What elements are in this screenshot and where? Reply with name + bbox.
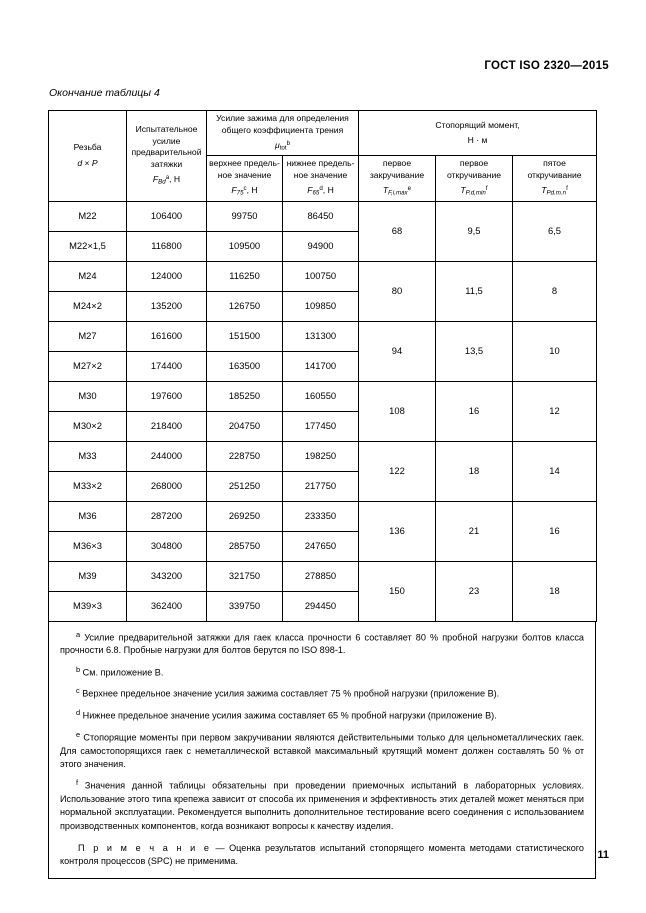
footnote-marker: a: [76, 629, 81, 639]
cell-preload-force: 218400: [127, 411, 207, 441]
cell-clamp-upper: 204750: [207, 411, 283, 441]
cell-preload-force: 362400: [127, 591, 207, 621]
cell-fifth-loosening: 10: [513, 321, 597, 381]
footnote-text: Верхнее предельное значение усилия зажима составляет 75 % пробной нагрузки (приложение В).: [79, 689, 500, 700]
table-remark: [60, 842, 584, 868]
preload-symbol-f: F: [152, 174, 159, 185]
table-row: [49, 381, 597, 411]
column-header-clamp-upper: [207, 156, 283, 201]
preload-symbol-sub: Bd: [158, 179, 166, 187]
cell-preload-force: 135200: [127, 291, 207, 321]
cell-thread: M36: [49, 501, 127, 531]
cell-clamp-upper: 251250: [207, 471, 283, 501]
footnote-marker: e: [76, 730, 81, 740]
cell-preload-force: 174400: [127, 351, 207, 381]
cell-first-loosening: 23: [436, 561, 513, 621]
cell-clamp-lower: 278850: [283, 561, 359, 591]
thread-symbol-d: d: [77, 157, 83, 168]
table-row: [49, 321, 597, 351]
clamp-group-line1: Усилие зажима для определения: [216, 113, 349, 123]
clamp-upper-unit: , Н: [246, 185, 258, 196]
clamp-group-symbol: [209, 140, 356, 153]
clamp-lower-symbol-f: F: [307, 185, 313, 196]
cell-thread: M36×3: [49, 531, 127, 561]
table-row: [49, 561, 597, 591]
first-tighten-symbol-t: T: [382, 185, 389, 196]
cell-clamp-upper: 116250: [207, 261, 283, 291]
cell-clamp-lower: 160550: [283, 381, 359, 411]
preload-line1: Испытательное: [135, 124, 198, 135]
cell-thread: M22×1,5: [49, 231, 127, 261]
cell-first-loosening: 18: [436, 441, 513, 501]
table-body: [49, 201, 597, 621]
cell-clamp-lower: 217750: [283, 471, 359, 501]
table-container: [48, 110, 596, 879]
first-loosen-line2: откручивание: [446, 169, 502, 180]
column-header-first-tightening: [359, 156, 436, 201]
footnote-list: [60, 630, 584, 833]
cell-thread: M27×2: [49, 351, 127, 381]
remark-dash: —: [211, 842, 230, 853]
column-header-locking-torque-group: [359, 111, 597, 156]
table-row: [49, 201, 597, 231]
column-header-first-loosening: [436, 156, 513, 201]
cell-first-loosening: 13,5: [436, 321, 513, 381]
table-row: [49, 441, 597, 471]
fifth-loosen-symbol: [515, 185, 594, 198]
table-row: [49, 261, 597, 291]
cell-clamp-lower: 100750: [283, 261, 359, 291]
preload-symbol: [129, 174, 204, 187]
clamp-upper-footnote-mark: c: [243, 185, 247, 193]
thread-symbol-p: P: [91, 157, 98, 168]
footnote-b: [60, 665, 584, 680]
mu-symbol-sub: tot: [279, 144, 287, 152]
column-header-fifth-loosening: [513, 156, 597, 201]
cell-preload-force: 304800: [127, 531, 207, 561]
footnote-c: [60, 686, 584, 701]
cell-fifth-loosening: 6,5: [513, 201, 597, 261]
clamp-upper-line1: верхнее предель-: [209, 158, 280, 169]
torque-group-unit: Н · м: [467, 135, 488, 146]
cell-clamp-upper: 109500: [207, 231, 283, 261]
first-tighten-line2: закручивание: [369, 169, 425, 180]
footnote-d: [60, 708, 584, 723]
footnote-marker: d: [76, 708, 81, 718]
column-header-preload-force: [127, 111, 207, 202]
cell-thread: M30×2: [49, 411, 127, 441]
preload-line2: усилие: [152, 135, 181, 146]
mu-footnote-mark: b: [286, 140, 291, 148]
preload-line4: затяжки: [150, 158, 183, 169]
table-caption: Окончание таблицы 4: [49, 87, 160, 99]
cell-thread: M39×3: [49, 591, 127, 621]
first-loosen-symbol: [438, 185, 510, 198]
footnote-text: Значения данной таблицы обязательны при проведении приемочных испытаний в лабораторных условиях. Использование этого типа крепежа зависит от способа их применения и эффективность этих деталей может меняться при нормальной эксплуатации. Рекомендуется выполнить дополнительное тестирование всего соединения с использованием производственных компонентов, когда возникают вопросы к качеству изделия.: [60, 781, 584, 831]
footnote-f: [60, 778, 584, 832]
cell-thread: M33: [49, 441, 127, 471]
clamp-upper-symbol-sub: 75: [236, 190, 244, 198]
footnote-a: [60, 630, 584, 658]
cell-clamp-upper: 151500: [207, 321, 283, 351]
cell-clamp-lower: 198250: [283, 441, 359, 471]
cell-clamp-upper: 269250: [207, 501, 283, 531]
mu-symbol: μ: [274, 140, 280, 151]
clamp-lower-line2: ное значение: [293, 169, 348, 180]
cell-clamp-lower: 86450: [283, 201, 359, 231]
cell-clamp-lower: 94900: [283, 231, 359, 261]
thread-symbol-times: ×: [82, 157, 92, 168]
torque-group-line1: Стопорящий момент,: [435, 119, 520, 130]
cell-thread: M27: [49, 321, 127, 351]
first-tighten-symbol: [361, 185, 433, 198]
first-tighten-symbol-sub: F,i,max: [388, 190, 408, 198]
page-number: 11: [597, 849, 609, 861]
cell-first-tightening: 80: [359, 261, 436, 321]
table-row: [49, 501, 597, 531]
cell-preload-force: 161600: [127, 321, 207, 351]
cell-first-loosening: 16: [436, 381, 513, 441]
footnote-marker: c: [76, 686, 80, 696]
cell-first-loosening: 21: [436, 501, 513, 561]
preload-footnote-mark: a: [165, 174, 170, 182]
thread-symbol: [51, 158, 124, 170]
cell-clamp-upper: 339750: [207, 591, 283, 621]
first-loosen-footnote-mark: f: [485, 185, 488, 193]
clamp-upper-symbol-f: F: [231, 185, 237, 196]
cell-clamp-lower: 177450: [283, 411, 359, 441]
cell-first-tightening: 122: [359, 441, 436, 501]
fifth-loosen-symbol-t: T: [541, 185, 547, 196]
clamp-group-line2: общего коэффициента трения: [221, 124, 344, 135]
cell-thread: M30: [49, 381, 127, 411]
cell-preload-force: 343200: [127, 561, 207, 591]
footnote-marker: f: [76, 778, 79, 788]
cell-clamp-upper: 228750: [207, 441, 283, 471]
footnote-text: Усилие предварительной затяжки для гаек класса прочности 6 составляет 80 % пробной нагрузки болтов класса прочности 6.8. Пробные нагрузки для болтов берутся по ISO 898-1.: [60, 632, 584, 656]
cell-clamp-upper: 99750: [207, 201, 283, 231]
cell-clamp-upper: 285750: [207, 531, 283, 561]
cell-first-loosening: 11,5: [436, 261, 513, 321]
column-header-thread: [49, 111, 127, 202]
cell-clamp-lower: 233350: [283, 501, 359, 531]
cell-first-tightening: 68: [359, 201, 436, 261]
clamp-lower-footnote-mark: d: [319, 185, 323, 193]
cell-thread: M33×2: [49, 471, 127, 501]
fifth-loosen-footnote-mark: f: [566, 185, 568, 193]
cell-clamp-upper: 163500: [207, 351, 283, 381]
cell-thread: M24: [49, 261, 127, 291]
clamp-upper-symbol: [209, 185, 280, 198]
cell-preload-force: 197600: [127, 381, 207, 411]
cell-clamp-upper: 321750: [207, 561, 283, 591]
cell-first-tightening: 94: [359, 321, 436, 381]
cell-thread: M39: [49, 561, 127, 591]
cell-preload-force: 268000: [127, 471, 207, 501]
footnote-text: Стопорящие моменты при первом закручивании являются действительными только для цельнометаллических гаек. Для самостопорящихся гаек с неметаллической вставкой максимальный крутящий момент должен составлять 50 % от этого значения.: [60, 732, 584, 770]
fifth-loosen-line1: пятое: [543, 158, 566, 169]
table-footnotes: [48, 622, 596, 880]
footnote-e: [60, 730, 584, 771]
remark-label: П р и м е ч а н и е: [78, 842, 212, 853]
first-tighten-line1: первое: [382, 158, 412, 169]
clamp-lower-symbol: [285, 185, 356, 198]
first-loosen-symbol-t: T: [460, 185, 466, 196]
clamp-lower-line1: нижнее предель-: [286, 158, 355, 169]
table-header: [49, 111, 597, 202]
running-header-standard-number: ГОСТ ISO 2320—2015: [484, 60, 609, 72]
cell-clamp-lower: 294450: [283, 591, 359, 621]
first-tighten-footnote-mark: e: [407, 185, 412, 193]
cell-preload-force: 116800: [127, 231, 207, 261]
footnote-marker: b: [76, 664, 81, 674]
remark-text: Оценка результатов испытаний стопорящего момента методами статистического контроля процессов (SPC) не применима.: [60, 842, 584, 866]
cell-thread: M22: [49, 201, 127, 231]
cell-clamp-lower: 131300: [283, 321, 359, 351]
first-loosen-symbol-sub: P.d,min: [465, 190, 486, 198]
preload-unit: , Н: [169, 174, 181, 185]
cell-preload-force: 287200: [127, 501, 207, 531]
column-header-clamp-lower: [283, 156, 359, 201]
cell-fifth-loosening: 12: [513, 381, 597, 441]
cell-first-loosening: 9,5: [436, 201, 513, 261]
cell-clamp-lower: 109850: [283, 291, 359, 321]
cell-thread: M24×2: [49, 291, 127, 321]
clamp-upper-line2: ное значение: [217, 169, 272, 180]
cell-fifth-loosening: 8: [513, 261, 597, 321]
cell-fifth-loosening: 18: [513, 561, 597, 621]
cell-fifth-loosening: 16: [513, 501, 597, 561]
cell-first-tightening: 108: [359, 381, 436, 441]
cell-first-tightening: 150: [359, 561, 436, 621]
fifth-loosen-line2: откручивание: [527, 169, 582, 180]
cell-first-tightening: 136: [359, 501, 436, 561]
column-header-clamp-force-group: [207, 111, 359, 156]
first-loosen-line1: первое: [459, 158, 489, 169]
cell-preload-force: 244000: [127, 441, 207, 471]
cell-fifth-loosening: 14: [513, 441, 597, 501]
footnote-text: Нижнее предельное значение усилия зажима составляет 65 % пробной нагрузки (приложение В).: [80, 710, 497, 721]
cell-clamp-lower: 141700: [283, 351, 359, 381]
cell-clamp-lower: 247650: [283, 531, 359, 561]
specification-table: [48, 110, 597, 622]
clamp-lower-unit: , Н: [322, 185, 334, 196]
footnote-text: См. приложение В.: [80, 667, 164, 678]
cell-preload-force: 106400: [127, 201, 207, 231]
clamp-lower-symbol-sub: 65: [312, 190, 320, 198]
cell-clamp-upper: 185250: [207, 381, 283, 411]
preload-line3: предварительной: [131, 147, 202, 158]
fifth-loosen-symbol-sub: Pd.m.n: [546, 190, 567, 198]
cell-preload-force: 124000: [127, 261, 207, 291]
thread-label: Резьба: [73, 142, 102, 153]
header-row-top: [49, 111, 597, 156]
cell-clamp-upper: 126750: [207, 291, 283, 321]
